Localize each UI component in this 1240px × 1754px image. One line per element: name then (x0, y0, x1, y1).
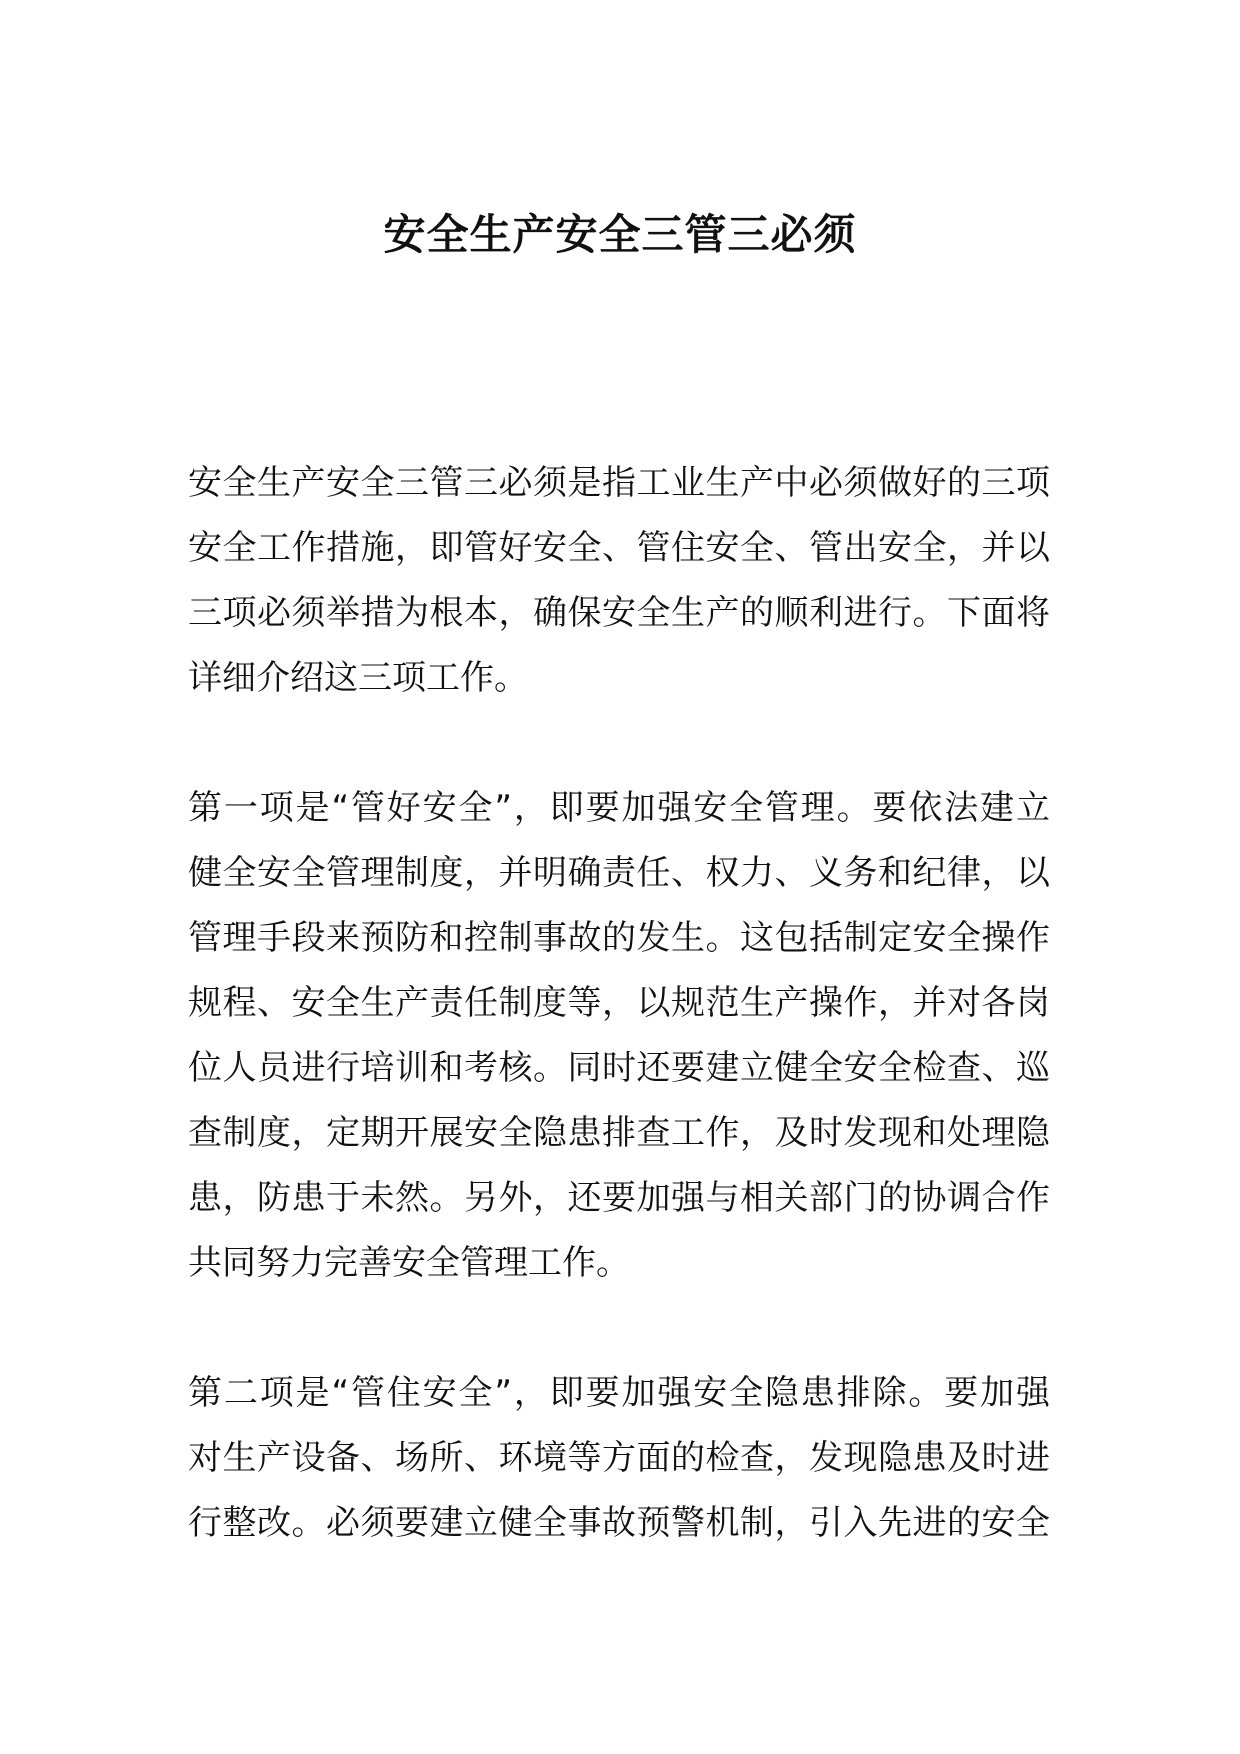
paragraph-intro (188, 451, 1050, 711)
text-line: 第一项是“管好安全”，即要加强安全管理。要依法建立 (188, 788, 1050, 828)
text-line: 对生产设备、场所、环境等方面的检查，发现隐患及时进 (188, 1438, 1050, 1478)
paragraph-second-item (188, 1361, 1050, 1556)
document-title: 安全生产安全三管三必须 (383, 210, 857, 259)
text-line: 第二项是“管住安全”，即要加强安全隐患排除。要加强 (188, 1373, 1050, 1413)
text-line: 安全生产安全三管三必须是指工业生产中必须做好的三项 (188, 463, 1050, 503)
text-line: 患，防患于未然。另外，还要加强与相关部门的协调合作 (188, 1178, 1050, 1218)
text-line: 三项必须举措为根本，确保安全生产的顺利进行。下面将 (188, 593, 1050, 633)
text-line: 查制度，定期开展安全隐患排查工作，及时发现和处理隐 (188, 1113, 1050, 1153)
text-line: 安全工作措施，即管好安全、管住安全、管出安全，并以 (188, 528, 1050, 568)
text-line: 位人员进行培训和考核。同时还要建立健全安全检查、巡 (188, 1048, 1050, 1088)
paragraph-first-item (188, 776, 1050, 1296)
text-line: 健全安全管理制度，并明确责任、权力、义务和纪律，以 (188, 853, 1050, 893)
document-body (188, 451, 1050, 1621)
text-line: 规程、安全生产责任制度等，以规范生产操作，并对各岗 (188, 983, 1050, 1023)
text-line: 共同努力完善安全管理工作。 (188, 1243, 630, 1283)
text-line: 行整改。必须要建立健全事故预警机制，引入先进的安全 (188, 1503, 1050, 1543)
text-line: 管理手段来预防和控制事故的发生。这包括制定安全操作 (188, 918, 1050, 958)
text-line: 详细介绍这三项工作。 (188, 658, 528, 698)
